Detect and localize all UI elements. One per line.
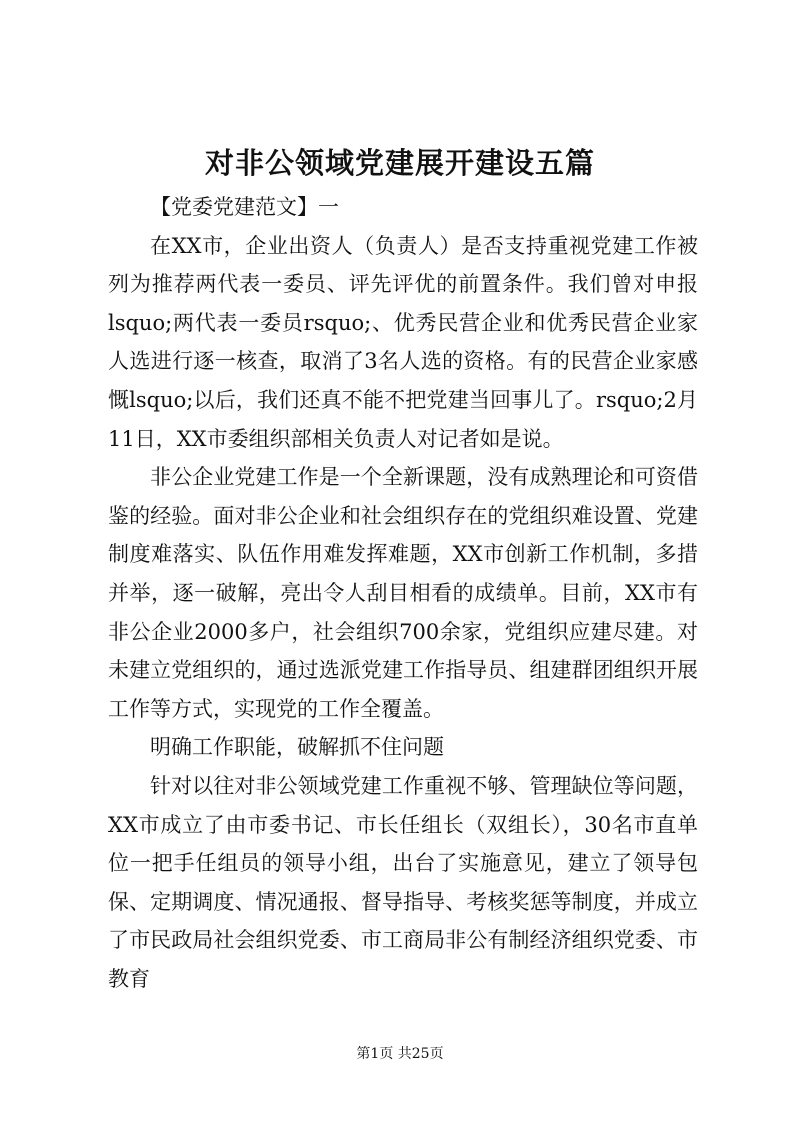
page-number-footer: 第1页 共25页 [356,1046,444,1062]
paragraph-1: 在XX市，企业出资人（负责人）是否支持重视党建工作被列为推荐两代表一委员、评先评优的前置条件。我们曾对申报lsquo;两代表一委员rsquo;、优秀民营企业和优秀民营企业家人选进行逐一核查，取消了3名人选的资格。有的民营企业家感慨lsquo;以后，我们还真不能不把党建当回事儿了。rsquo;2月11日，XX市委组织部相关负责人对记者如是说。 [108,233,698,451]
paragraph-category: 【党委党建范文】一 [150,195,339,219]
document-body [108,188,698,998]
paragraph-3: 针对以往对非公领域党建工作重视不够、管理缺位等问题，XX市成立了由市委书记、市长任组长（双组长），30名市直单位一把手任组员的领导小组，出台了实施意见，建立了领导包保、定期调度、情况通报、督导指导、考核奖惩等制度，并成立了市民政局社会组织党委、市工商局非公有制经济组织党委、市教育 [108,773,698,991]
section-heading: 明确工作职能，破解抓不住问题 [150,735,444,760]
document-title: 对非公领域党建展开建设五篇 [204,146,595,180]
paragraph-2: 非公企业党建工作是一个全新课题，没有成熟理论和可资借鉴的经验。面对非公企业和社会组织存在的党组织难设置、党建制度难落实、队伍作用难发挥难题，XX市创新工作机制，多措并举，逐一破解，亮出令人刮目相看的成绩单。目前，XX市有非公企业2000多户，社会组织700余家，党组织应建尽建。对未建立党组织的，通过选派党建工作指导员、组建群团组织开展工作等方式，实现党的工作全覆盖。 [108,465,698,721]
